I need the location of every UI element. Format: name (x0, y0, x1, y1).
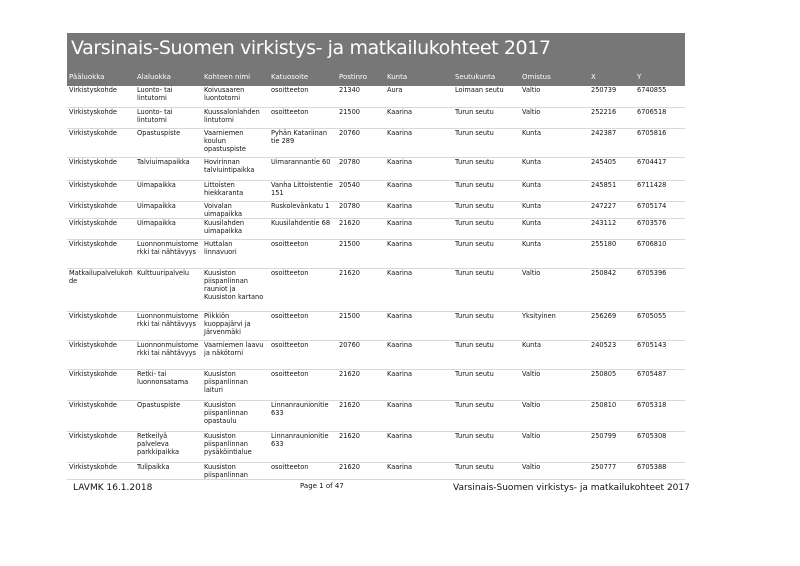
table-cell: osoitteeton (269, 239, 337, 268)
column-header-alaluokka: Alaluokka (137, 73, 171, 81)
table-cell: Kuusiston piispanlinnan (202, 462, 269, 479)
table-cell: Turun seutu (453, 128, 520, 157)
table-cell: 250777 (589, 462, 635, 479)
table-cell: Luonto- tai lintutorni (135, 107, 202, 128)
table-cell: 245851 (589, 180, 635, 201)
table-cell: Turun seutu (453, 462, 520, 479)
table-cell: Uimapaikka (135, 201, 202, 218)
table-cell: Valtio (520, 462, 589, 479)
table-cell: Turun seutu (453, 268, 520, 311)
table-cell: osoitteeton (269, 369, 337, 400)
table-cell: Ruskolevänkatu 1 (269, 201, 337, 218)
table-cell: Virkistyskohde (67, 157, 135, 180)
table-cell: Retki- tai luonnonsatama (135, 369, 202, 400)
table-cell: Uimarannantie 60 (269, 157, 337, 180)
table-cell: Turun seutu (453, 431, 520, 462)
table-cell: Luonnonmuistomerkki tai nähtävyys (135, 340, 202, 369)
table-cell: Kaarina (385, 340, 453, 369)
table-cell: Kulttuuripalvelu (135, 268, 202, 311)
table-cell: 243112 (589, 218, 635, 239)
table-cell: Linnanraunionitie 633 (269, 431, 337, 462)
table-cell: Turun seutu (453, 218, 520, 239)
table-cell: Piikkiön kuoppajärvi ja Järvenmäki (202, 311, 269, 340)
table-cell: 6711428 (635, 180, 685, 201)
table-cell: Opastuspiste (135, 128, 202, 157)
table-cell: Talviuimapaikka (135, 157, 202, 180)
table-cell: Uimapaikka (135, 180, 202, 201)
table-cell: 6740855 (635, 86, 685, 107)
table-cell: Yksityinen (520, 311, 589, 340)
table-cell: Luonto- tai lintutorni (135, 86, 202, 107)
column-header-omistus: Omistus (522, 73, 551, 81)
table-cell: 6705174 (635, 201, 685, 218)
table-cell: Uimapaikka (135, 218, 202, 239)
table-cell: Virkistyskohde (67, 400, 135, 431)
table-cell: 21620 (337, 369, 385, 400)
table-cell: 20760 (337, 128, 385, 157)
table-cell: 250799 (589, 431, 635, 462)
table-row (67, 400, 685, 431)
table-cell: Virkistyskohde (67, 311, 135, 340)
table-cell: Kuussalonlahden lintutorni (202, 107, 269, 128)
table-cell: Valtio (520, 400, 589, 431)
table-cell: 255180 (589, 239, 635, 268)
table-cell: Littoisten hiekkaranta (202, 180, 269, 201)
table-cell: 21620 (337, 462, 385, 479)
table-cell: Turun seutu (453, 311, 520, 340)
table-cell: Kaarina (385, 400, 453, 431)
table-cell: 6705388 (635, 462, 685, 479)
table-cell: Turun seutu (453, 239, 520, 268)
table-cell: 252216 (589, 107, 635, 128)
table-cell: Kaarina (385, 311, 453, 340)
footer-right: Varsinais-Suomen virkistys- ja matkailukohteet 2017 (453, 483, 690, 493)
table-cell: Vanha Littoistentie 151 (269, 180, 337, 201)
table-cell: 240523 (589, 340, 635, 369)
table-cell: Virkistyskohde (67, 128, 135, 157)
column-header-x: X (591, 73, 596, 81)
table-cell: osoitteeton (269, 340, 337, 369)
table-cell: Aura (385, 86, 453, 107)
table-cell: Turun seutu (453, 369, 520, 400)
table-row (67, 462, 685, 479)
table-cell: 6705396 (635, 268, 685, 311)
table-cell: Turun seutu (453, 201, 520, 218)
table-cell: Kunta (520, 201, 589, 218)
table-row (67, 340, 685, 369)
table-cell: Valtio (520, 431, 589, 462)
table-body (67, 86, 685, 479)
title-band (67, 33, 685, 86)
table-cell: Virkistyskohde (67, 431, 135, 462)
table-cell: Matkailupalvelukohde (67, 268, 135, 311)
table-cell: Koivusaaren luontotorni (202, 86, 269, 107)
table-row (67, 218, 685, 239)
table-cell: Virkistyskohde (67, 462, 135, 479)
table-cell: Kuusilahdentie 68 (269, 218, 337, 239)
table-cell: Valtio (520, 107, 589, 128)
table-row (67, 239, 685, 268)
table-cell: 21340 (337, 86, 385, 107)
table-cell: 21620 (337, 400, 385, 431)
table-cell: Kaarina (385, 128, 453, 157)
table-row (67, 268, 685, 311)
table-row (67, 431, 685, 462)
table-cell: 20540 (337, 180, 385, 201)
table-cell: Kaarina (385, 369, 453, 400)
table-cell: Valtio (520, 369, 589, 400)
table-cell: Luonnonmuistomerkki tai nähtävyys (135, 239, 202, 268)
table-cell: 21620 (337, 431, 385, 462)
table-row (67, 201, 685, 218)
table-cell: Kuusiston piispanlinnan opastaulu (202, 400, 269, 431)
table-cell: Virkistyskohde (67, 201, 135, 218)
table-cell: Kunta (520, 180, 589, 201)
table-cell: 6705318 (635, 400, 685, 431)
table-cell: Kaarina (385, 218, 453, 239)
table-row (67, 128, 685, 157)
table-cell: 242387 (589, 128, 635, 157)
table-row (67, 180, 685, 201)
table-cell: Kaarina (385, 201, 453, 218)
table-cell: Vaarniemen koulun opastuspiste (202, 128, 269, 157)
column-header-paaluokka: Pääluokka (69, 73, 105, 81)
column-header-kunta: Kunta (387, 73, 408, 81)
table-cell: 21620 (337, 218, 385, 239)
table-cell: 21500 (337, 239, 385, 268)
table-cell: Kuusiston piispanlinnan rauniot ja Kuusiston kartano (202, 268, 269, 311)
table-cell: Kunta (520, 218, 589, 239)
table-cell: 247227 (589, 201, 635, 218)
table-cell: Turun seutu (453, 180, 520, 201)
table-cell: Valtio (520, 268, 589, 311)
table-cell: 6705308 (635, 431, 685, 462)
table-cell: Kaarina (385, 157, 453, 180)
table-row (67, 86, 685, 107)
table-cell: Turun seutu (453, 400, 520, 431)
footer-left: LAVMK 16.1.2018 (73, 483, 153, 493)
table-cell: Virkistyskohde (67, 180, 135, 201)
table-cell: 250842 (589, 268, 635, 311)
column-header-y: Y (637, 73, 642, 81)
table-cell: Virkistyskohde (67, 107, 135, 128)
table-cell: 6705816 (635, 128, 685, 157)
table-cell: Kaarina (385, 107, 453, 128)
table-cell: Kunta (520, 340, 589, 369)
table-cell: 21500 (337, 107, 385, 128)
table-row (67, 157, 685, 180)
column-header-seutukunta: Seutukunta (455, 73, 496, 81)
table-cell: Opastuspiste (135, 400, 202, 431)
table-row (67, 107, 685, 128)
table-cell: 20760 (337, 340, 385, 369)
table-cell: Luonnonmuistomerkki tai nähtävyys (135, 311, 202, 340)
table-cell: Kaarina (385, 239, 453, 268)
table-cell: 6705055 (635, 311, 685, 340)
table-cell: 6703576 (635, 218, 685, 239)
table-cell: Huttalan linnavuori (202, 239, 269, 268)
table-cell: Vaarniemen laavu ja näkötorni (202, 340, 269, 369)
table-cell: Linnanraunionitie 633 (269, 400, 337, 431)
page-number: Page 1 of 47 (300, 482, 344, 490)
table-cell: Hovirinnan talviuintipaikka (202, 157, 269, 180)
table-cell: Virkistyskohde (67, 340, 135, 369)
table-cell: osoitteeton (269, 107, 337, 128)
table-cell: Turun seutu (453, 157, 520, 180)
table-cell: Tulipaikka (135, 462, 202, 479)
table-row (67, 369, 685, 400)
table-cell: osoitteeton (269, 462, 337, 479)
table-cell: 250810 (589, 400, 635, 431)
table-cell: osoitteeton (269, 268, 337, 311)
data-table (67, 86, 685, 480)
table-cell: Kunta (520, 239, 589, 268)
table-cell: Virkistyskohde (67, 239, 135, 268)
table-cell: Kaarina (385, 268, 453, 311)
table-cell: osoitteeton (269, 311, 337, 340)
table-cell: Turun seutu (453, 107, 520, 128)
table-cell: Turun seutu (453, 340, 520, 369)
table-cell: Pyhän Katariinan tie 289 (269, 128, 337, 157)
column-header-katuosoite: Katuosoite (271, 73, 309, 81)
table-cell: 20780 (337, 157, 385, 180)
table-cell: 6705487 (635, 369, 685, 400)
table-cell: Kunta (520, 157, 589, 180)
table-cell: 20780 (337, 201, 385, 218)
table-cell: Retkeilyä palveleva parkkipaikka (135, 431, 202, 462)
table-cell: 6706518 (635, 107, 685, 128)
table-cell: Virkistyskohde (67, 369, 135, 400)
table-cell: 6705143 (635, 340, 685, 369)
table-cell: Kaarina (385, 462, 453, 479)
table-cell: Kaarina (385, 431, 453, 462)
table-cell: Virkistyskohde (67, 218, 135, 239)
table-cell: Kunta (520, 128, 589, 157)
page-title: Varsinais-Suomen virkistys- ja matkailukohteet 2017 (71, 37, 551, 59)
table-cell: Kuusiston piispanlinnan pysäköintialue (202, 431, 269, 462)
table-row (67, 311, 685, 340)
table-cell: Valtio (520, 86, 589, 107)
table-cell: 21620 (337, 268, 385, 311)
table-cell: 21500 (337, 311, 385, 340)
table-cell: 6706810 (635, 239, 685, 268)
table-cell: Kuusiston piispanlinnan laituri (202, 369, 269, 400)
table-cell: osoitteeton (269, 86, 337, 107)
table-cell: Loimaan seutu (453, 86, 520, 107)
table-cell: 256269 (589, 311, 635, 340)
table-cell: 250805 (589, 369, 635, 400)
table-cell: Virkistyskohde (67, 86, 135, 107)
column-header-postinro: Postinro (339, 73, 368, 81)
table-cell: 6704417 (635, 157, 685, 180)
table-cell: Kaarina (385, 180, 453, 201)
table-cell: 245405 (589, 157, 635, 180)
table-cell: 250739 (589, 86, 635, 107)
table-cell: Kuusilahden uimapaikka (202, 218, 269, 239)
table-cell: Voivalan uimapaikka (202, 201, 269, 218)
column-header-kohteen-nimi: Kohteen nimi (204, 73, 251, 81)
